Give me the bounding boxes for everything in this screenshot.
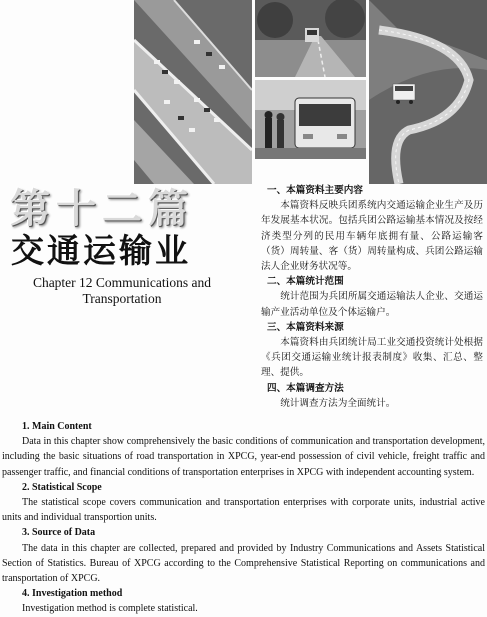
en-heading-main-content: 1. Main Content: [22, 421, 92, 432]
en-paragraph-main-content: Data in this chapter show comprehensively the basic conditions of communication and transportation development, including the basic situations of road transportation in XPCG, year-end possession of civil vehicle, freight traffic and passenger traffic, and financial conditions of transportation enterprises in XPCG with independent accounting system.: [2, 436, 485, 478]
cn-paragraph-main-content: 本篇资料反映兵团系统内交通运输企业生产及历年发展基本状况。包括兵团公路运输基本情况及按经济类型分列的民用车辆年底拥有量、公路运输客（货）周转量、客（货）周转量构成、兵团公路运输法人企业财务状况等。: [261, 200, 483, 273]
chapter-title-cn: 第十二篇: [10, 186, 194, 232]
en-paragraph-method: Investigation method is complete statistical.: [22, 603, 198, 615]
cn-heading-main-content: 一、本篇资料主要内容: [267, 185, 363, 196]
chapter-title-en: [12, 275, 232, 307]
chapter-title-en-line1: Chapter 12 Communications and: [32, 275, 212, 290]
cn-paragraph-method: 统计调查方法为全面统计。: [280, 397, 396, 409]
winding-road-rv-photo: [369, 0, 487, 184]
en-heading-source: 3. Source of Data: [22, 527, 96, 539]
cn-heading-source: 三、本篇资料来源: [267, 321, 344, 333]
chapter-title-en-line2: Transportation: [82, 291, 162, 306]
bus-station-photo: [255, 80, 366, 159]
english-intro: [2, 419, 485, 617]
mountain-road-photo: [255, 0, 366, 77]
chinese-intro: [261, 183, 483, 411]
cn-heading-method: 四、本篇调查方法: [267, 382, 344, 394]
cn-paragraph-source: 本篇资料由兵团统计局工业交通投资统计处根据《兵团交通运输业统计报表制度》收集、汇总、整理、提供。: [261, 337, 483, 379]
cn-heading-scope: 二、本篇统计范围: [267, 276, 344, 288]
cn-paragraph-scope: 统计范围为兵团所属交通运输法人企业、交通运输产业活动单位及个体运输户。: [261, 291, 483, 318]
chapter-subtitle-cn: 交通运输业: [11, 231, 191, 270]
en-heading-scope: 2. Statistical Scope: [22, 481, 102, 493]
en-paragraph-source: The data in this chapter are collected, prepared and provided by Industry Communications and Assets Statistical Section of Statistics. Bureau of XPCG according to the Comprehensive Statistical Reporting on communications and transportation of XPCG.: [2, 542, 485, 585]
highway-interchange-photo: [134, 0, 252, 184]
en-paragraph-scope: The statistical scope covers communication and transportation enterprises with corporate units, industrial active units and individual transportion units.: [2, 497, 485, 524]
en-heading-method: 4. Investigation method: [22, 588, 123, 600]
